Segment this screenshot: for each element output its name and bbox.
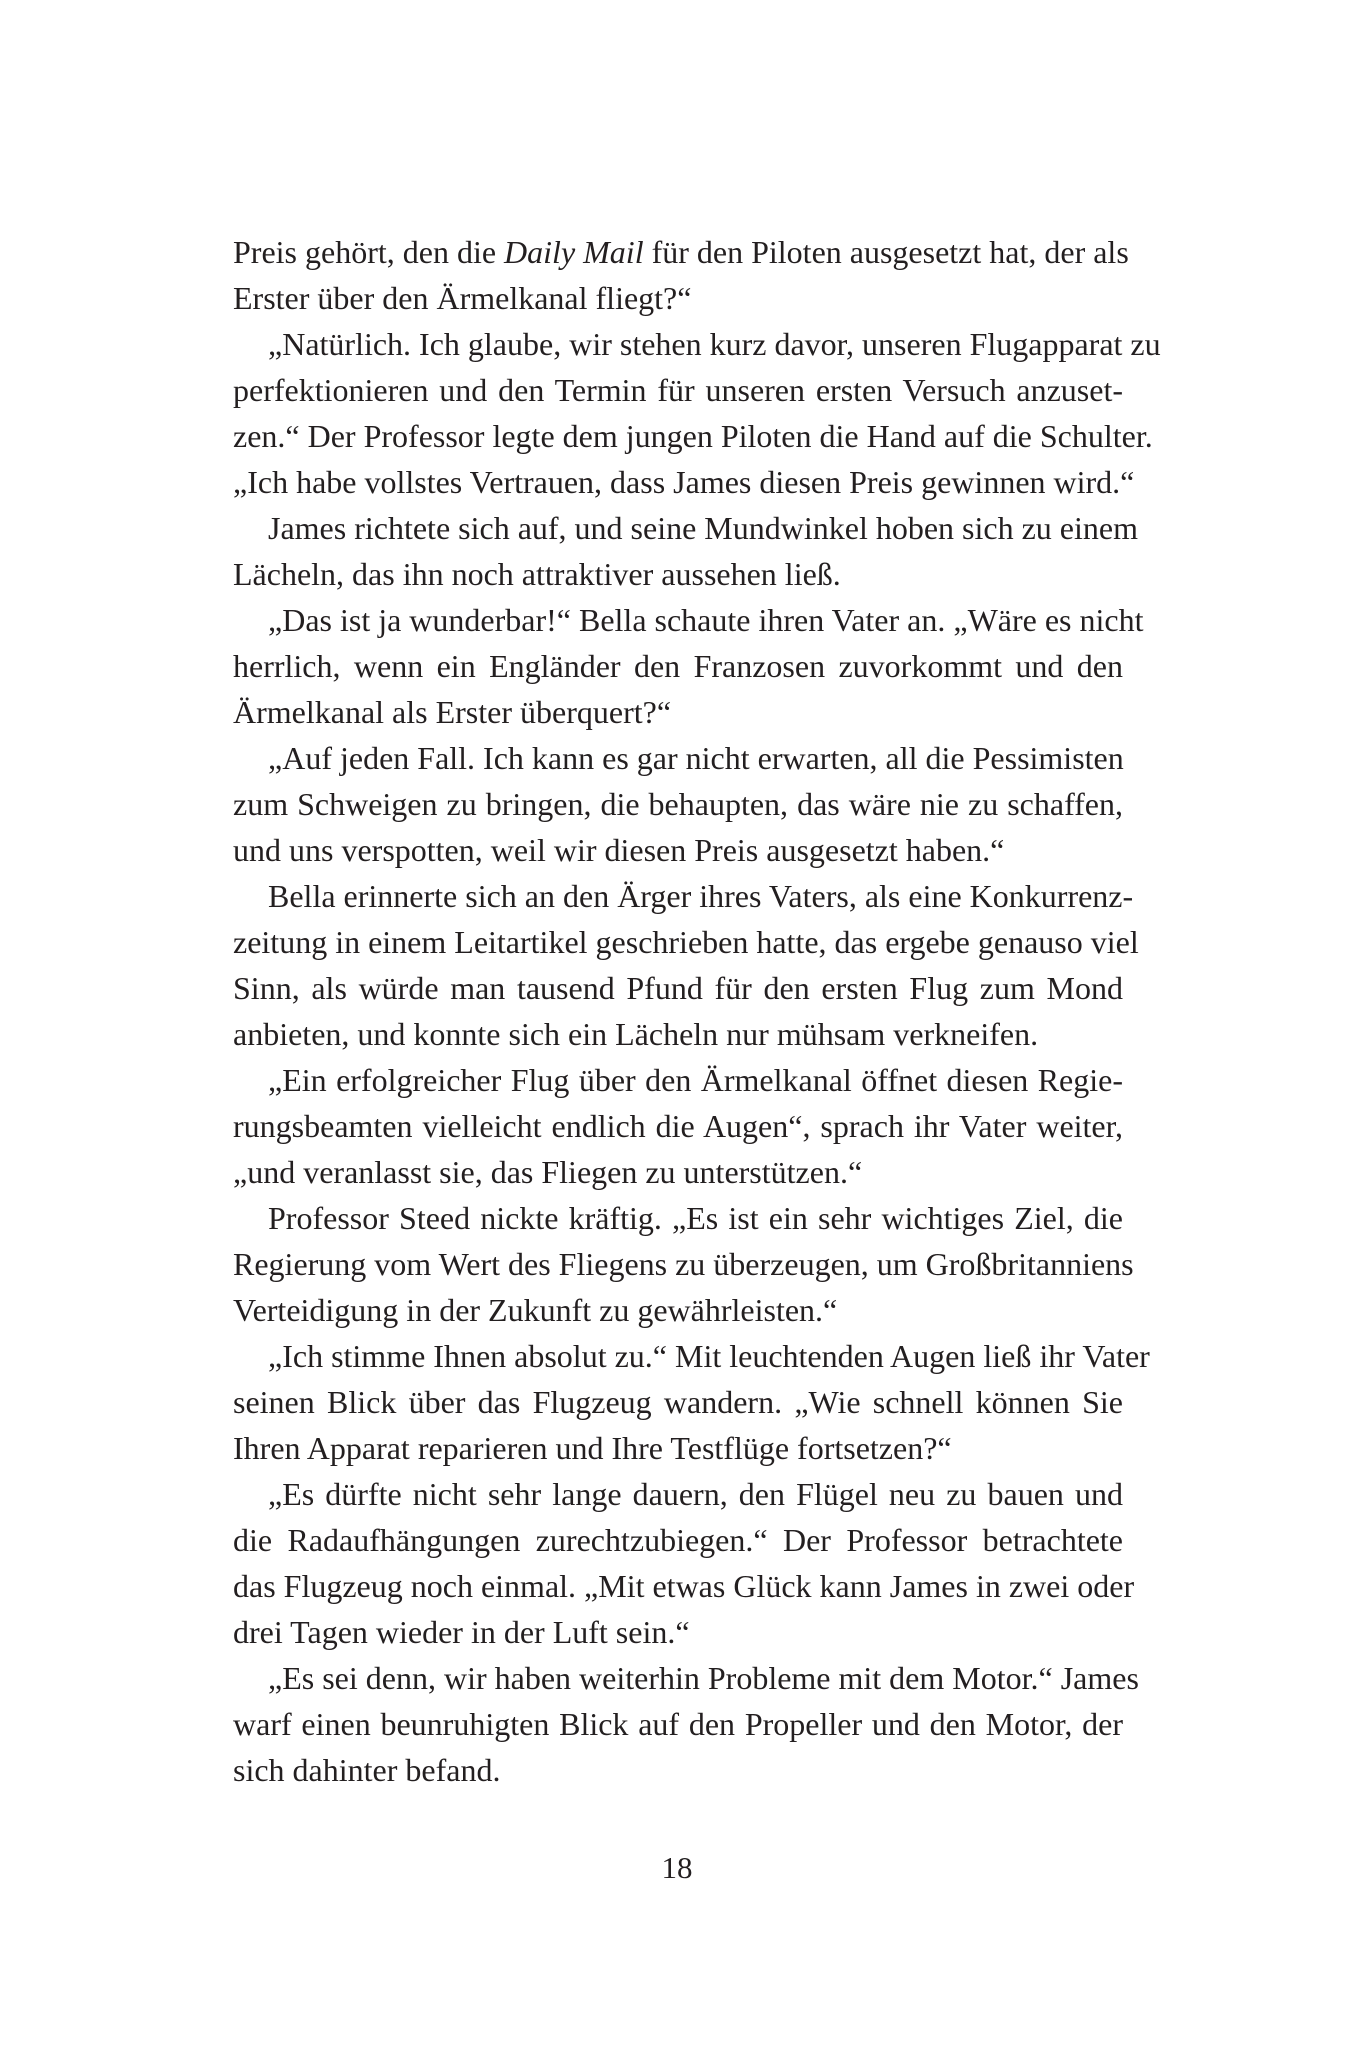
text-line: herrlich, wenn ein Engländer den Franzosen zuvorkommt und den — [233, 648, 1123, 684]
text-line: das Flugzeug noch einmal. „Mit etwas Glück kann James in zwei oder — [233, 1568, 1135, 1604]
text-line: zeitung in einem Leitartikel geschrieben hatte, das ergebe genauso viel — [233, 924, 1139, 960]
text-line: Regierung vom Wert des Fliegens zu überzeugen, um Großbritanniens — [233, 1246, 1134, 1282]
text-line: „Es dürfte nicht sehr lange dauern, den Flügel neu zu bauen und — [268, 1476, 1123, 1512]
body-text — [233, 229, 1161, 1793]
text-line: „Ich stimme Ihnen absolut zu.“ Mit leuchtenden Augen ließ ihr Vater — [268, 1338, 1150, 1374]
text-line: „Natürlich. Ich glaube, wir stehen kurz davor, unseren Flugapparat zu — [268, 326, 1161, 362]
text-line: Ärmelkanal als Erster überquert?“ — [233, 694, 672, 730]
text-line: „Ich habe vollstes Vertrauen, dass James diesen Preis gewinnen wird.“ — [233, 464, 1135, 500]
text-segment: für den Piloten ausgesetzt hat, der als — [643, 234, 1129, 270]
text-line: sich dahinter befand. — [233, 1752, 501, 1788]
text-line: „Das ist ja wunderbar!“ Bella schaute ihren Vater an. „Wäre es nicht — [268, 602, 1144, 638]
text-line: Sinn, als würde man tausend Pfund für den ersten Flug zum Mond — [233, 970, 1123, 1006]
text-line: und uns verspotten, weil wir diesen Preis ausgesetzt haben.“ — [233, 832, 1005, 868]
text-line: Professor Steed nickte kräftig. „Es ist ein sehr wichtiges Ziel, die — [268, 1200, 1123, 1236]
text-line: zum Schweigen zu bringen, die behaupten, das wäre nie zu schaffen, — [233, 786, 1123, 822]
text-line: perfektionieren und den Termin für unseren ersten Versuch anzuset- — [233, 372, 1123, 408]
text-segment: Preis gehört, den die — [233, 234, 505, 270]
text-line: Erster über den Ärmelkanal fliegt?“ — [233, 280, 692, 316]
text-line: „Auf jeden Fall. Ich kann es gar nicht erwarten, all die Pessimisten — [268, 740, 1124, 776]
text-line: zen.“ Der Professor legte dem jungen Piloten die Hand auf die Schulter. — [233, 418, 1153, 454]
newspaper-title: Daily Mail — [504, 234, 644, 270]
page-number: 18 — [661, 1850, 693, 1885]
text-line: rungsbeamten vielleicht endlich die Augen“, sprach ihr Vater weiter, — [233, 1108, 1123, 1144]
text-line: seinen Blick über das Flugzeug wandern. „Wie schnell können Sie — [233, 1384, 1123, 1420]
text-line: drei Tagen wieder in der Luft sein.“ — [233, 1614, 690, 1650]
text-line: „Es sei denn, wir haben weiterhin Probleme mit dem Motor.“ James — [268, 1660, 1139, 1696]
text-line: James richtete sich auf, und seine Mundwinkel hoben sich zu einem — [268, 510, 1138, 546]
text-line: Ihren Apparat reparieren und Ihre Testflüge fortsetzen?“ — [233, 1430, 952, 1466]
text-line — [233, 229, 1129, 275]
text-line: Bella erinnerte sich an den Ärger ihres Vaters, als eine Konkurrenz- — [268, 878, 1134, 914]
text-line: anbieten, und konnte sich ein Lächeln nur mühsam verkneifen. — [233, 1016, 1039, 1052]
text-line: warf einen beunruhigten Blick auf den Propeller und den Motor, der — [233, 1706, 1123, 1742]
text-line: Lächeln, das ihn noch attraktiver aussehen ließ. — [233, 556, 841, 592]
text-line: die Radaufhängungen zurechtzubiegen.“ Der Professor betrachtete — [233, 1522, 1123, 1558]
text-line: Verteidigung in der Zukunft zu gewährleisten.“ — [233, 1292, 838, 1328]
text-line: „Ein erfolgreicher Flug über den Ärmelkanal öffnet diesen Regie- — [268, 1062, 1123, 1098]
text-line: „und veranlasst sie, das Fliegen zu unterstützen.“ — [233, 1154, 863, 1190]
